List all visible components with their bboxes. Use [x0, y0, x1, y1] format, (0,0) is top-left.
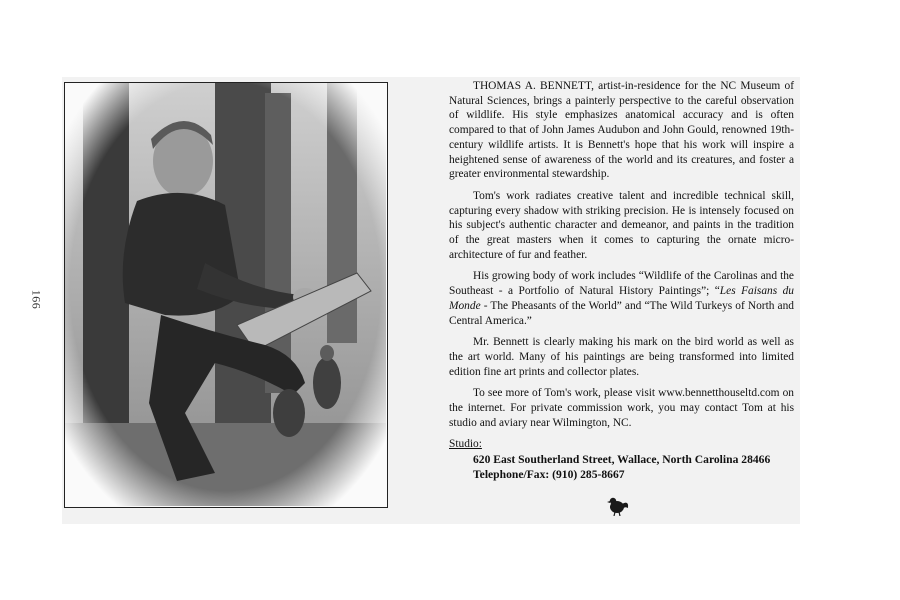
works-lead: His growing body of work includes “Wildlife of the Carolinas and the Southeast - a Portfolio of Natural History Paintings”; “ — [449, 270, 794, 298]
studio-phone: Telephone/Fax: (910) 285-8667 — [473, 468, 625, 482]
works-italic-title: Les Faisans du Monde — [449, 285, 794, 312]
bio-paragraph-skill: Tom's work radiates creative talent and incredible technical skill, capturing every shadow with striking precision. He is intensely focused on his subject's authentic character and demeanor, and paints in the tradition of the great masters when it comes to capturing the ornate micro-architecture of fur and feather. — [449, 189, 794, 261]
artist-photo — [64, 82, 388, 508]
studio-address: 620 East Southerland Street, Wallace, North Carolina 28466 — [473, 453, 771, 467]
page-number: 166 — [29, 289, 44, 310]
bio-text — [449, 79, 794, 482]
bio-paragraph-intro: THOMAS A. BENNETT, artist-in-residence for the NC Museum of Natural Sciences, brings a painterly perspective to the careful observation of wildlife. His style emphasizes anatomical accuracy and is often compared to that of John James Audubon and John Gould, renowned 19th-century wildlife artists. It is Bennett's hope that his work will inspire a heightened sense of awareness of the world and its creatures, and foster a greater environmental stewardship. — [449, 80, 794, 181]
studio-label: Studio: — [449, 438, 482, 451]
bird-ornament-icon — [606, 496, 630, 516]
bio-paragraph-contact: To see more of Tom's work, please visit www.bennetthouseltd.com on the internet. For private commission work, you may contact Tom at his studio and aviary near Wilmington, NC. — [449, 387, 794, 429]
works-tail: - The Pheasants of the World” and “The Wild Turkeys of North and Central America.” — [449, 299, 794, 327]
bio-paragraph-bird-world: Mr. Bennett is clearly making his mark on the bird world as well as the art world. Many of his paintings are being transformed into limited edition fine art prints and collector plates. — [449, 336, 794, 378]
bio-paragraph-works — [449, 269, 794, 328]
